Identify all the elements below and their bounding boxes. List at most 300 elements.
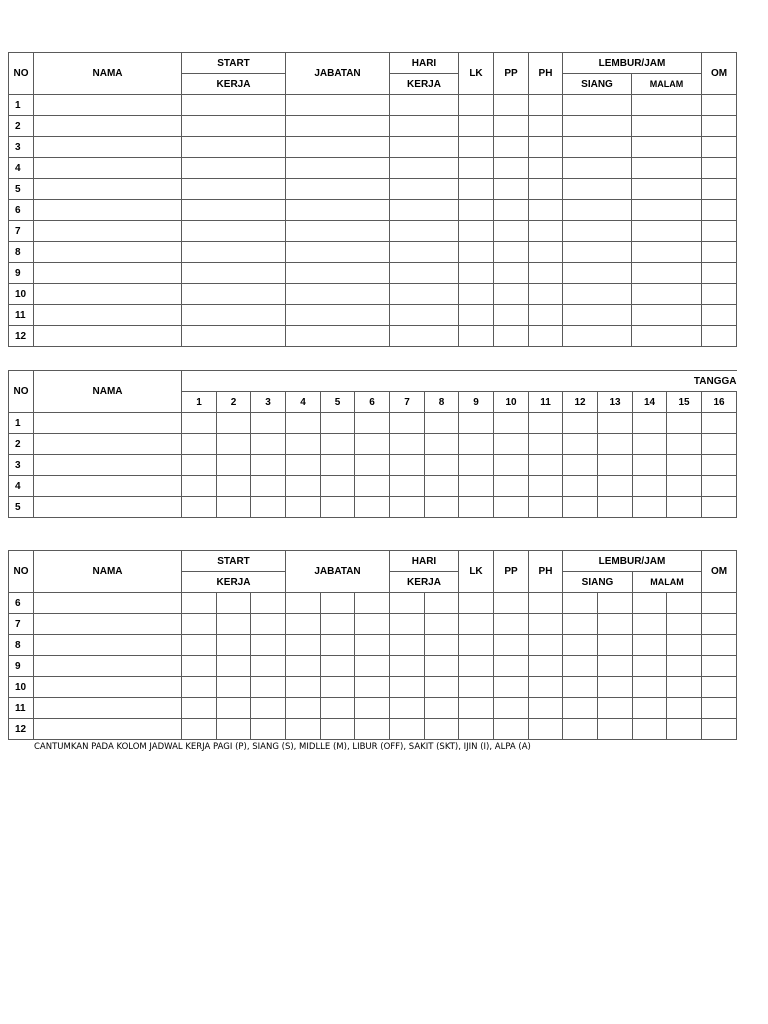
ph-cell[interactable]	[529, 158, 563, 179]
grid-cell[interactable]	[321, 656, 355, 677]
day-cell[interactable]	[286, 497, 321, 518]
day-cell[interactable]	[217, 455, 251, 476]
hari-kerja-cell[interactable]	[390, 242, 459, 263]
start-kerja-cell[interactable]	[182, 158, 286, 179]
day-cell[interactable]	[702, 497, 737, 518]
day-cell[interactable]	[598, 497, 633, 518]
day-cell[interactable]	[598, 413, 633, 434]
grid-cell[interactable]	[251, 656, 286, 677]
start-kerja-cell[interactable]	[182, 221, 286, 242]
hari-kerja-cell[interactable]	[390, 221, 459, 242]
grid-cell[interactable]	[494, 593, 529, 614]
grid-cell[interactable]	[321, 635, 355, 656]
start-kerja-cell[interactable]	[182, 305, 286, 326]
day-cell[interactable]	[182, 413, 217, 434]
grid-cell[interactable]	[390, 614, 425, 635]
day-cell[interactable]	[182, 434, 217, 455]
nama-cell[interactable]	[34, 179, 182, 200]
nama-cell[interactable]	[34, 326, 182, 347]
pp-cell[interactable]	[494, 263, 529, 284]
om-cell[interactable]	[702, 284, 737, 305]
grid-cell[interactable]	[286, 635, 321, 656]
om-cell[interactable]	[702, 263, 737, 284]
grid-cell[interactable]	[529, 635, 563, 656]
lk-cell[interactable]	[459, 137, 494, 158]
ph-cell[interactable]	[529, 116, 563, 137]
grid-cell[interactable]	[598, 656, 633, 677]
lk-cell[interactable]	[459, 200, 494, 221]
hari-kerja-cell[interactable]	[390, 284, 459, 305]
grid-cell[interactable]	[286, 698, 321, 719]
grid-cell[interactable]	[702, 593, 737, 614]
grid-cell[interactable]	[217, 677, 251, 698]
day-cell[interactable]	[633, 434, 667, 455]
day-cell[interactable]	[598, 455, 633, 476]
grid-cell[interactable]	[355, 635, 390, 656]
grid-cell[interactable]	[286, 677, 321, 698]
ph-cell[interactable]	[529, 137, 563, 158]
grid-cell[interactable]	[702, 719, 737, 740]
grid-cell[interactable]	[321, 677, 355, 698]
grid-cell[interactable]	[563, 614, 598, 635]
day-cell[interactable]	[251, 434, 286, 455]
day-cell[interactable]	[494, 476, 529, 497]
jabatan-cell[interactable]	[286, 137, 390, 158]
siang-cell[interactable]	[563, 284, 632, 305]
ph-cell[interactable]	[529, 305, 563, 326]
grid-cell[interactable]	[321, 698, 355, 719]
day-cell[interactable]	[702, 476, 737, 497]
day-cell[interactable]	[667, 476, 702, 497]
siang-cell[interactable]	[563, 137, 632, 158]
day-cell[interactable]	[563, 413, 598, 434]
grid-cell[interactable]	[494, 614, 529, 635]
grid-cell[interactable]	[633, 656, 667, 677]
start-kerja-cell[interactable]	[182, 95, 286, 116]
start-kerja-cell[interactable]	[182, 116, 286, 137]
lk-cell[interactable]	[459, 242, 494, 263]
grid-cell[interactable]	[563, 593, 598, 614]
grid-cell[interactable]	[251, 593, 286, 614]
grid-cell[interactable]	[598, 614, 633, 635]
grid-cell[interactable]	[217, 719, 251, 740]
nama-cell[interactable]	[34, 284, 182, 305]
siang-cell[interactable]	[563, 326, 632, 347]
grid-cell[interactable]	[563, 719, 598, 740]
jabatan-cell[interactable]	[286, 116, 390, 137]
day-cell[interactable]	[459, 413, 494, 434]
day-cell[interactable]	[321, 497, 355, 518]
grid-cell[interactable]	[390, 698, 425, 719]
nama-cell[interactable]	[34, 434, 182, 455]
start-kerja-cell[interactable]	[182, 200, 286, 221]
grid-cell[interactable]	[667, 656, 702, 677]
grid-cell[interactable]	[251, 719, 286, 740]
day-cell[interactable]	[563, 434, 598, 455]
grid-cell[interactable]	[217, 698, 251, 719]
hari-kerja-cell[interactable]	[390, 158, 459, 179]
grid-cell[interactable]	[390, 635, 425, 656]
grid-cell[interactable]	[182, 698, 217, 719]
malam-cell[interactable]	[632, 200, 702, 221]
grid-cell[interactable]	[425, 593, 459, 614]
grid-cell[interactable]	[355, 698, 390, 719]
malam-cell[interactable]	[632, 95, 702, 116]
day-cell[interactable]	[633, 476, 667, 497]
grid-cell[interactable]	[390, 656, 425, 677]
day-cell[interactable]	[529, 413, 563, 434]
day-cell[interactable]	[321, 455, 355, 476]
siang-cell[interactable]	[563, 221, 632, 242]
hari-kerja-cell[interactable]	[390, 263, 459, 284]
nama-cell[interactable]	[34, 476, 182, 497]
grid-cell[interactable]	[182, 656, 217, 677]
grid-cell[interactable]	[633, 719, 667, 740]
day-cell[interactable]	[667, 413, 702, 434]
ph-cell[interactable]	[529, 242, 563, 263]
day-cell[interactable]	[494, 497, 529, 518]
start-kerja-cell[interactable]	[182, 242, 286, 263]
hari-kerja-cell[interactable]	[390, 326, 459, 347]
grid-cell[interactable]	[598, 719, 633, 740]
day-cell[interactable]	[321, 413, 355, 434]
grid-cell[interactable]	[425, 635, 459, 656]
day-cell[interactable]	[390, 434, 425, 455]
grid-cell[interactable]	[633, 593, 667, 614]
grid-cell[interactable]	[425, 698, 459, 719]
day-cell[interactable]	[182, 476, 217, 497]
grid-cell[interactable]	[355, 677, 390, 698]
day-cell[interactable]	[598, 434, 633, 455]
day-cell[interactable]	[563, 476, 598, 497]
day-cell[interactable]	[529, 476, 563, 497]
day-cell[interactable]	[494, 434, 529, 455]
grid-cell[interactable]	[563, 677, 598, 698]
siang-cell[interactable]	[563, 305, 632, 326]
grid-cell[interactable]	[702, 677, 737, 698]
malam-cell[interactable]	[632, 158, 702, 179]
grid-cell[interactable]	[494, 677, 529, 698]
grid-cell[interactable]	[494, 719, 529, 740]
day-cell[interactable]	[251, 497, 286, 518]
jabatan-cell[interactable]	[286, 158, 390, 179]
grid-cell[interactable]	[217, 635, 251, 656]
jabatan-cell[interactable]	[286, 179, 390, 200]
day-cell[interactable]	[182, 497, 217, 518]
ph-cell[interactable]	[529, 200, 563, 221]
ph-cell[interactable]	[529, 179, 563, 200]
start-kerja-cell[interactable]	[182, 263, 286, 284]
grid-cell[interactable]	[321, 593, 355, 614]
jabatan-cell[interactable]	[286, 326, 390, 347]
om-cell[interactable]	[702, 326, 737, 347]
pp-cell[interactable]	[494, 284, 529, 305]
day-cell[interactable]	[425, 476, 459, 497]
lk-cell[interactable]	[459, 116, 494, 137]
pp-cell[interactable]	[494, 95, 529, 116]
siang-cell[interactable]	[563, 200, 632, 221]
nama-cell[interactable]	[34, 698, 182, 719]
grid-cell[interactable]	[286, 593, 321, 614]
day-cell[interactable]	[390, 497, 425, 518]
grid-cell[interactable]	[182, 635, 217, 656]
grid-cell[interactable]	[459, 593, 494, 614]
grid-cell[interactable]	[286, 719, 321, 740]
start-kerja-cell[interactable]	[182, 179, 286, 200]
day-cell[interactable]	[286, 476, 321, 497]
grid-cell[interactable]	[529, 719, 563, 740]
om-cell[interactable]	[702, 305, 737, 326]
grid-cell[interactable]	[182, 677, 217, 698]
grid-cell[interactable]	[321, 719, 355, 740]
day-cell[interactable]	[633, 497, 667, 518]
grid-cell[interactable]	[702, 656, 737, 677]
pp-cell[interactable]	[494, 179, 529, 200]
malam-cell[interactable]	[632, 326, 702, 347]
hari-kerja-cell[interactable]	[390, 305, 459, 326]
grid-cell[interactable]	[494, 698, 529, 719]
nama-cell[interactable]	[34, 263, 182, 284]
nama-cell[interactable]	[34, 719, 182, 740]
day-cell[interactable]	[633, 455, 667, 476]
nama-cell[interactable]	[34, 413, 182, 434]
day-cell[interactable]	[494, 455, 529, 476]
day-cell[interactable]	[494, 413, 529, 434]
siang-cell[interactable]	[563, 95, 632, 116]
grid-cell[interactable]	[529, 614, 563, 635]
om-cell[interactable]	[702, 158, 737, 179]
day-cell[interactable]	[355, 455, 390, 476]
grid-cell[interactable]	[529, 698, 563, 719]
day-cell[interactable]	[390, 413, 425, 434]
jabatan-cell[interactable]	[286, 305, 390, 326]
om-cell[interactable]	[702, 137, 737, 158]
grid-cell[interactable]	[425, 677, 459, 698]
malam-cell[interactable]	[632, 137, 702, 158]
nama-cell[interactable]	[34, 200, 182, 221]
grid-cell[interactable]	[459, 698, 494, 719]
grid-cell[interactable]	[251, 677, 286, 698]
day-cell[interactable]	[251, 476, 286, 497]
day-cell[interactable]	[529, 497, 563, 518]
grid-cell[interactable]	[182, 614, 217, 635]
day-cell[interactable]	[459, 434, 494, 455]
grid-cell[interactable]	[459, 614, 494, 635]
day-cell[interactable]	[563, 455, 598, 476]
day-cell[interactable]	[598, 476, 633, 497]
grid-cell[interactable]	[390, 593, 425, 614]
grid-cell[interactable]	[494, 656, 529, 677]
grid-cell[interactable]	[702, 698, 737, 719]
nama-cell[interactable]	[34, 656, 182, 677]
grid-cell[interactable]	[667, 593, 702, 614]
pp-cell[interactable]	[494, 200, 529, 221]
nama-cell[interactable]	[34, 221, 182, 242]
grid-cell[interactable]	[563, 656, 598, 677]
siang-cell[interactable]	[563, 242, 632, 263]
grid-cell[interactable]	[355, 593, 390, 614]
pp-cell[interactable]	[494, 305, 529, 326]
grid-cell[interactable]	[633, 635, 667, 656]
grid-cell[interactable]	[182, 593, 217, 614]
grid-cell[interactable]	[563, 635, 598, 656]
ph-cell[interactable]	[529, 284, 563, 305]
grid-cell[interactable]	[598, 593, 633, 614]
grid-cell[interactable]	[459, 677, 494, 698]
nama-cell[interactable]	[34, 137, 182, 158]
hari-kerja-cell[interactable]	[390, 116, 459, 137]
pp-cell[interactable]	[494, 242, 529, 263]
grid-cell[interactable]	[459, 635, 494, 656]
grid-cell[interactable]	[251, 614, 286, 635]
day-cell[interactable]	[355, 476, 390, 497]
day-cell[interactable]	[390, 455, 425, 476]
malam-cell[interactable]	[632, 284, 702, 305]
day-cell[interactable]	[182, 455, 217, 476]
jabatan-cell[interactable]	[286, 284, 390, 305]
day-cell[interactable]	[251, 413, 286, 434]
malam-cell[interactable]	[632, 242, 702, 263]
day-cell[interactable]	[286, 455, 321, 476]
grid-cell[interactable]	[251, 635, 286, 656]
pp-cell[interactable]	[494, 158, 529, 179]
day-cell[interactable]	[217, 434, 251, 455]
grid-cell[interactable]	[355, 614, 390, 635]
day-cell[interactable]	[286, 434, 321, 455]
hari-kerja-cell[interactable]	[390, 200, 459, 221]
grid-cell[interactable]	[459, 656, 494, 677]
lk-cell[interactable]	[459, 95, 494, 116]
day-cell[interactable]	[702, 434, 737, 455]
day-cell[interactable]	[529, 434, 563, 455]
om-cell[interactable]	[702, 221, 737, 242]
grid-cell[interactable]	[217, 614, 251, 635]
start-kerja-cell[interactable]	[182, 284, 286, 305]
ph-cell[interactable]	[529, 326, 563, 347]
grid-cell[interactable]	[217, 656, 251, 677]
day-cell[interactable]	[667, 455, 702, 476]
grid-cell[interactable]	[667, 635, 702, 656]
day-cell[interactable]	[667, 434, 702, 455]
day-cell[interactable]	[702, 413, 737, 434]
grid-cell[interactable]	[667, 614, 702, 635]
om-cell[interactable]	[702, 242, 737, 263]
day-cell[interactable]	[217, 497, 251, 518]
lk-cell[interactable]	[459, 326, 494, 347]
grid-cell[interactable]	[494, 635, 529, 656]
grid-cell[interactable]	[390, 719, 425, 740]
day-cell[interactable]	[217, 413, 251, 434]
day-cell[interactable]	[459, 455, 494, 476]
day-cell[interactable]	[633, 413, 667, 434]
day-cell[interactable]	[425, 497, 459, 518]
malam-cell[interactable]	[632, 116, 702, 137]
grid-cell[interactable]	[286, 614, 321, 635]
grid-cell[interactable]	[598, 677, 633, 698]
day-cell[interactable]	[355, 434, 390, 455]
nama-cell[interactable]	[34, 614, 182, 635]
day-cell[interactable]	[425, 413, 459, 434]
nama-cell[interactable]	[34, 455, 182, 476]
om-cell[interactable]	[702, 95, 737, 116]
nama-cell[interactable]	[34, 242, 182, 263]
grid-cell[interactable]	[217, 593, 251, 614]
nama-cell[interactable]	[34, 635, 182, 656]
lk-cell[interactable]	[459, 305, 494, 326]
siang-cell[interactable]	[563, 116, 632, 137]
grid-cell[interactable]	[633, 677, 667, 698]
grid-cell[interactable]	[529, 656, 563, 677]
hari-kerja-cell[interactable]	[390, 137, 459, 158]
om-cell[interactable]	[702, 116, 737, 137]
om-cell[interactable]	[702, 179, 737, 200]
ph-cell[interactable]	[529, 221, 563, 242]
day-cell[interactable]	[217, 476, 251, 497]
day-cell[interactable]	[425, 434, 459, 455]
grid-cell[interactable]	[425, 719, 459, 740]
grid-cell[interactable]	[355, 719, 390, 740]
day-cell[interactable]	[286, 413, 321, 434]
nama-cell[interactable]	[34, 593, 182, 614]
malam-cell[interactable]	[632, 221, 702, 242]
pp-cell[interactable]	[494, 116, 529, 137]
day-cell[interactable]	[321, 434, 355, 455]
nama-cell[interactable]	[34, 497, 182, 518]
nama-cell[interactable]	[34, 116, 182, 137]
day-cell[interactable]	[529, 455, 563, 476]
grid-cell[interactable]	[182, 719, 217, 740]
grid-cell[interactable]	[425, 614, 459, 635]
start-kerja-cell[interactable]	[182, 326, 286, 347]
start-kerja-cell[interactable]	[182, 137, 286, 158]
day-cell[interactable]	[459, 476, 494, 497]
hari-kerja-cell[interactable]	[390, 95, 459, 116]
siang-cell[interactable]	[563, 158, 632, 179]
grid-cell[interactable]	[598, 635, 633, 656]
grid-cell[interactable]	[702, 614, 737, 635]
pp-cell[interactable]	[494, 137, 529, 158]
lk-cell[interactable]	[459, 284, 494, 305]
grid-cell[interactable]	[355, 656, 390, 677]
grid-cell[interactable]	[633, 698, 667, 719]
nama-cell[interactable]	[34, 677, 182, 698]
jabatan-cell[interactable]	[286, 200, 390, 221]
lk-cell[interactable]	[459, 221, 494, 242]
malam-cell[interactable]	[632, 305, 702, 326]
grid-cell[interactable]	[529, 677, 563, 698]
grid-cell[interactable]	[251, 698, 286, 719]
day-cell[interactable]	[702, 455, 737, 476]
lk-cell[interactable]	[459, 263, 494, 284]
grid-cell[interactable]	[321, 614, 355, 635]
jabatan-cell[interactable]	[286, 95, 390, 116]
grid-cell[interactable]	[667, 719, 702, 740]
grid-cell[interactable]	[633, 614, 667, 635]
grid-cell[interactable]	[598, 698, 633, 719]
day-cell[interactable]	[355, 497, 390, 518]
day-cell[interactable]	[251, 455, 286, 476]
ph-cell[interactable]	[529, 263, 563, 284]
jabatan-cell[interactable]	[286, 221, 390, 242]
lk-cell[interactable]	[459, 158, 494, 179]
grid-cell[interactable]	[286, 656, 321, 677]
day-cell[interactable]	[355, 413, 390, 434]
malam-cell[interactable]	[632, 179, 702, 200]
grid-cell[interactable]	[529, 593, 563, 614]
day-cell[interactable]	[667, 497, 702, 518]
jabatan-cell[interactable]	[286, 242, 390, 263]
pp-cell[interactable]	[494, 326, 529, 347]
